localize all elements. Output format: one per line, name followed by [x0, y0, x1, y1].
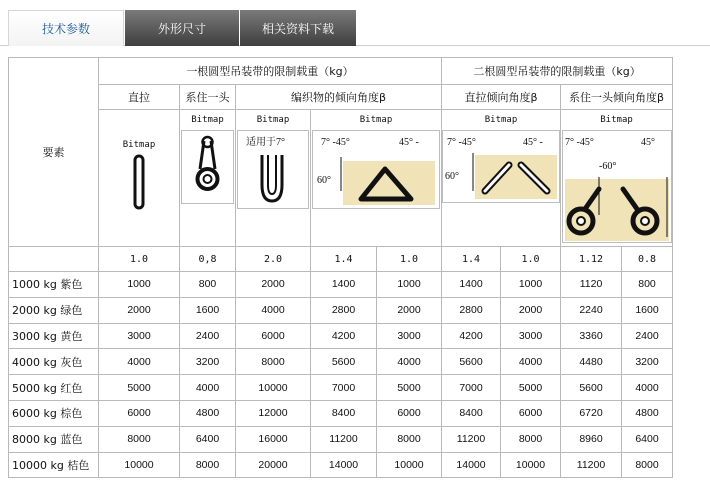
load-value-cell: 20000: [236, 452, 311, 478]
table-row: [9, 272, 673, 298]
load-value-cell: 7000: [311, 375, 377, 401]
load-value-cell: 7000: [442, 375, 501, 401]
factor-value: 1.4: [311, 247, 377, 272]
image-cell-choke: [180, 110, 236, 247]
basket-angle-image: [312, 130, 440, 209]
factor-value: 0,8: [180, 247, 236, 272]
factor-value: 1.4: [442, 247, 501, 272]
angle-45-text: 45° -: [399, 137, 419, 148]
load-value-cell: 3000: [501, 323, 561, 349]
load-rows: [9, 272, 673, 478]
load-value-cell: 8000: [501, 426, 561, 452]
two-leg-straight-image: [442, 130, 560, 203]
table-row: [9, 426, 673, 452]
load-value-cell: 4000: [377, 349, 442, 375]
load-value-cell: 6000: [236, 323, 311, 349]
image-cell-two-straight: [442, 110, 561, 247]
angle-range-text: 7° -45°: [447, 137, 476, 148]
header-two-straight-angle: 直拉倾向角度β: [442, 85, 561, 110]
load-limit-table: [8, 57, 673, 478]
angle-60-text: 60°: [317, 175, 331, 186]
load-value-cell: 11200: [442, 426, 501, 452]
image-cell-basket: [236, 110, 311, 247]
factor-value: 1.0: [377, 247, 442, 272]
row-label: 3000 kg 黄色: [9, 323, 99, 349]
bitmap-label: Bitmap: [359, 115, 393, 125]
load-value-cell: 3200: [622, 349, 673, 375]
table-row: [9, 452, 673, 478]
load-value-cell: 5600: [561, 375, 622, 401]
row-label: 10000 kg 桔色: [9, 452, 99, 478]
load-value-cell: 10000: [501, 452, 561, 478]
basket-hitch-image: [237, 130, 309, 209]
load-value-cell: 800: [180, 272, 236, 298]
tab-downloads[interactable]: 相关资料下载: [240, 10, 356, 46]
row-label: 8000 kg 蓝色: [9, 426, 99, 452]
element-column-header: 要素: [9, 58, 99, 247]
header-two-choke-angle: 系住一头倾向角度β: [561, 85, 673, 110]
load-value-cell: 8000: [622, 452, 673, 478]
row-label: 2000 kg 绿色: [9, 297, 99, 323]
factor-value: 1.0: [99, 247, 180, 272]
image-cell-straight: [99, 110, 180, 247]
load-value-cell: 12000: [236, 400, 311, 426]
load-value-cell: 5000: [99, 375, 180, 401]
load-value-cell: 2240: [561, 297, 622, 323]
load-value-cell: 4800: [622, 400, 673, 426]
load-value-cell: 1600: [180, 297, 236, 323]
row-label: 4000 kg 灰色: [9, 349, 99, 375]
row-label: 1000 kg 紫色: [9, 272, 99, 298]
load-value-cell: 3000: [99, 323, 180, 349]
load-value-cell: 2800: [442, 297, 501, 323]
choke-hitch-image: [181, 130, 234, 204]
bitmap-label: Bitmap: [256, 115, 290, 125]
load-value-cell: 4200: [442, 323, 501, 349]
header-basket-angle: 编织物的倾向角度β: [236, 85, 442, 110]
angle-neg60-text: -60°: [598, 161, 616, 172]
load-value-cell: 8960: [561, 426, 622, 452]
load-value-cell: 2000: [236, 272, 311, 298]
basket-angle-icon: [313, 131, 439, 208]
table-row: [9, 375, 673, 401]
load-value-cell: 11200: [311, 426, 377, 452]
load-value-cell: 10000: [377, 452, 442, 478]
image-cell-basket-angle: [311, 110, 442, 247]
load-value-cell: 6400: [180, 426, 236, 452]
load-value-cell: 8400: [442, 400, 501, 426]
load-value-cell: 2000: [377, 297, 442, 323]
header-choke: 系住一头: [180, 85, 236, 110]
factor-value: 1.0: [501, 247, 561, 272]
angle-60-text: 60°: [445, 171, 459, 182]
factor-value: 1.12: [561, 247, 622, 272]
image-cell-two-choke: [561, 110, 673, 247]
load-value-cell: 16000: [236, 426, 311, 452]
load-value-cell: 2400: [180, 323, 236, 349]
factor-value: 2.0: [236, 247, 311, 272]
load-value-cell: 8000: [236, 349, 311, 375]
basket-hitch-icon: [238, 131, 308, 208]
load-value-cell: 6400: [622, 426, 673, 452]
load-value-cell: 1120: [561, 272, 622, 298]
load-value-cell: 1000: [99, 272, 180, 298]
load-value-cell: 1000: [501, 272, 561, 298]
straight-sling-icon: [129, 150, 149, 212]
load-value-cell: 8400: [311, 400, 377, 426]
bitmap-label: Bitmap: [600, 115, 633, 125]
load-value-cell: 4000: [236, 297, 311, 323]
load-value-cell: 1000: [377, 272, 442, 298]
tab-tech-params[interactable]: 技术参数: [8, 10, 124, 46]
factor-value: 0.8: [622, 247, 673, 272]
angle-range-text: 7° -45°: [564, 137, 594, 148]
load-value-cell: 10000: [236, 375, 311, 401]
load-value-cell: 6720: [561, 400, 622, 426]
load-value-cell: 6000: [377, 400, 442, 426]
load-value-cell: 4000: [180, 375, 236, 401]
load-value-cell: 5600: [311, 349, 377, 375]
load-value-cell: 6000: [99, 400, 180, 426]
load-value-cell: 10000: [99, 452, 180, 478]
load-value-cell: 8000: [180, 452, 236, 478]
load-value-cell: 3200: [180, 349, 236, 375]
bitmap-label: Bitmap: [484, 115, 518, 125]
load-value-cell: 1600: [622, 297, 673, 323]
angle-45b-text: 45°: [640, 137, 655, 148]
load-value-cell: 2000: [99, 297, 180, 323]
two-leg-choke-icon: [563, 131, 671, 242]
load-value-cell: 5000: [377, 375, 442, 401]
table-row: [9, 323, 673, 349]
double-sling-group-header: 二根圆型吊装带的限制载重（kg）: [442, 58, 673, 85]
load-value-cell: 3000: [377, 323, 442, 349]
basket-angle-note: 适用于7°: [246, 137, 285, 148]
load-value-cell: 800: [622, 272, 673, 298]
load-value-cell: 11200: [561, 452, 622, 478]
row-label: 5000 kg 红色: [9, 375, 99, 401]
load-value-cell: 8000: [99, 426, 180, 452]
load-value-cell: 8000: [377, 426, 442, 452]
two-leg-straight-icon: [443, 131, 559, 202]
load-value-cell: 5000: [501, 375, 561, 401]
load-value-cell: 5600: [442, 349, 501, 375]
bitmap-label: Bitmap: [122, 140, 156, 150]
row-label: 6000 kg 棕色: [9, 400, 99, 426]
tab-bar: [0, 0, 710, 46]
load-value-cell: 4000: [99, 349, 180, 375]
load-value-cell: 1400: [442, 272, 501, 298]
load-value-cell: 4000: [501, 349, 561, 375]
load-value-cell: 2400: [622, 323, 673, 349]
two-leg-choke-image: [562, 130, 672, 243]
bitmap-label: Bitmap: [191, 115, 224, 125]
load-value-cell: 2800: [311, 297, 377, 323]
load-value-cell: 4000: [622, 375, 673, 401]
load-value-cell: 2000: [501, 297, 561, 323]
table-row: [9, 349, 673, 375]
tab-dimensions[interactable]: 外形尺寸: [125, 10, 239, 46]
single-sling-group-header: 一根圆型吊装带的限制载重（kg）: [99, 58, 442, 85]
table-row: [9, 400, 673, 426]
load-value-cell: 3360: [561, 323, 622, 349]
choke-hitch-icon: [182, 131, 233, 203]
load-value-cell: 4480: [561, 349, 622, 375]
load-value-cell: 6000: [501, 400, 561, 426]
load-value-cell: 14000: [311, 452, 377, 478]
load-value-cell: 4200: [311, 323, 377, 349]
table-row: [9, 297, 673, 323]
load-value-cell: 14000: [442, 452, 501, 478]
factor-row-blank: [9, 247, 99, 272]
header-straight: 直拉: [99, 85, 180, 110]
angle-45-text: 45° -: [523, 137, 543, 148]
load-value-cell: 1400: [311, 272, 377, 298]
angle-range-text: 7° -45°: [321, 137, 350, 148]
load-value-cell: 4800: [180, 400, 236, 426]
